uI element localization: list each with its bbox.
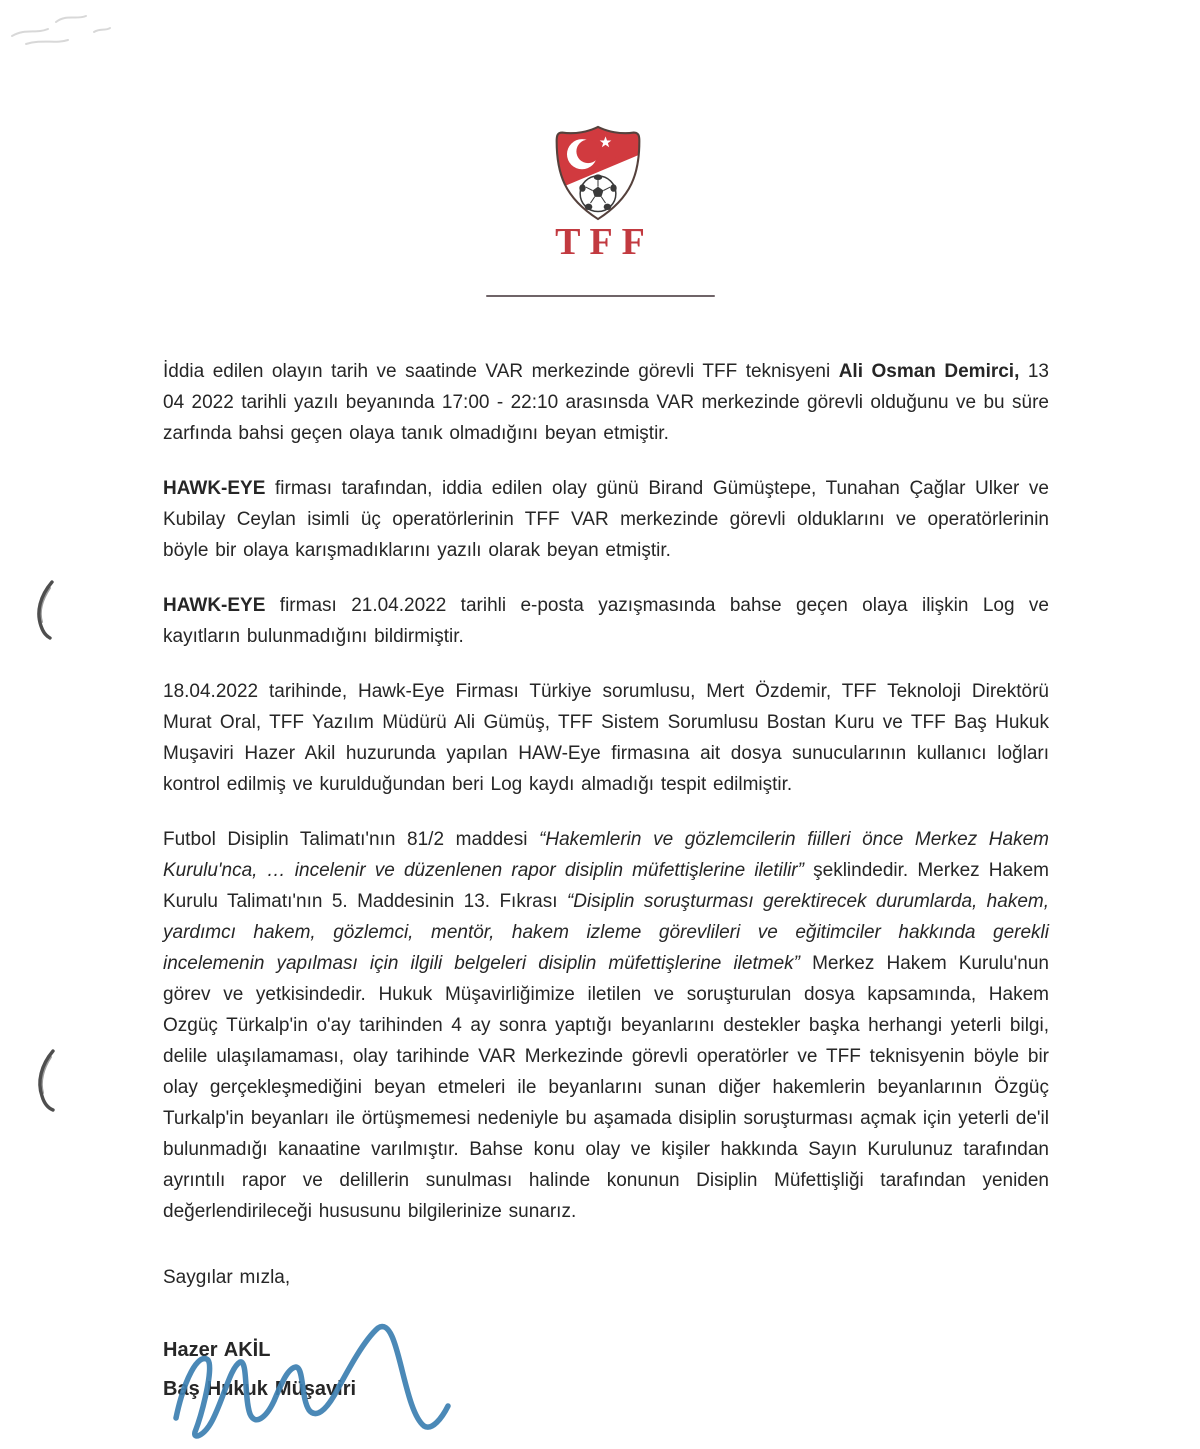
text-segment: İddia edilen olayın tarih ve saatinde VAR merkezinde görevli TFF teknisyeni (163, 361, 839, 382)
signer-title: Baş Hukuk Müşaviri (163, 1378, 357, 1400)
crescent-cutout (576, 140, 600, 164)
pencil-scribble-mark (6, 4, 116, 54)
text-segment: Merkez Hakem Kurulu'nun görev ve yetkisindedir. Hukuk Müşavirliğimize iletilen ve soruşturulan dosya kapsamında, Hakem Ozgüç Türkalp'in o'ay tarihinden 4 ay sonra yaptığı beyanlarını destekler başka herhangi yeterli bilgi, delile ulaşılamaması, olay tarihinde VAR Merkezinde görevli operatörler ve TFF teknisyenin böyle bir olay gerçekleşmediğini beyan etmeleri ile beyanlarını sunan diğer hakemlerin beyanlarının Özgüç Turkalp'in beyanları ile örtüşmemesi nedeniyle bu aşamada disiplin soruşturması açmak için yeterli de'il bulunmadığı kanaatine varılmıştır. Bahse konu olay ve kişiler hakkında Sayın Kurulunuz tarafından ayrıntılı rapor ve delillerin sunulması halinde konunun Disiplin Müfettişliği tarafından yeniden değerlendirileceği hususunu bilgilerinize sunarız. (163, 953, 1049, 1222)
margin-paren-mark-1 (28, 576, 62, 646)
signature-scrawl (162, 1318, 522, 1446)
text-segment: HAWK-EYE (163, 478, 266, 499)
paragraph (163, 824, 1049, 1227)
signer-name: Hazer AKİL (163, 1339, 271, 1361)
header-divider (486, 295, 715, 297)
tff-wordmark: TFF (555, 221, 654, 263)
paragraph (163, 356, 1049, 449)
paragraph (163, 676, 1049, 800)
text-segment: Futbol Disiplin Talimatı'nın 81/2 maddesi (163, 829, 540, 850)
text-segment: firması 21.04.2022 tarihli e-posta yazışmasında bahse geçen olaya ilişkin Log ve kayıtların bulunmadığını bildirmiştir. (163, 595, 1049, 647)
text-segment: Ali Osman Demirci, (838, 361, 1020, 382)
text-segment: şeklindedir. Merkez Hakem Kurulu Talimatı'nın 5. Maddesinin 13. Fıkrası (163, 860, 1049, 912)
tff-crest-logo (551, 124, 645, 222)
letter-body (163, 356, 1049, 1227)
text-segment: “Hakemlerin ve gözlemcilerin fiilleri önce Merkez Hakem Kurulu'nca, … incelenir ve düzenlenen rapor disiplin müfettişlerine iletilir” (163, 829, 1049, 881)
text-segment: 18.04.2022 tarihinde, Hawk-Eye Firması Türkiye sorumlusu, Mert Özdemir, TFF Teknoloji Direktörü Murat Oral, TFF Yazılım Müdürü Ali Gümüş, TFF Sistem Sorumlusu Bostan Kuru ve TFF Baş Hukuk Muşaviri Hazer Akil huzurunda yapılan HAW-Eye firmasına ait dosya sunucularının kullanıcı loğları kontrol edilmiş ve kurulduğundan beri Log kaydı almadığı tespit edilmiştir. (163, 681, 1049, 795)
paragraph (163, 473, 1049, 566)
text-segment: firması tarafından, iddia edilen olay günü Birand Gümüştepe, Tunahan Çağlar Ulker ve Kubilay Ceylan isimli üç operatörlerinin TFF VAR merkezinde görevli olduklarını ve operatörlerinin böyle bir olaya karışmadıklarını yazılı olarak beyan etmiştir. (163, 478, 1049, 561)
pencil-strokes (12, 16, 110, 44)
text-segment: “Disiplin soruşturması gerektirecek durumlarda, hakem, yardımcı hakem, gözlemci, mentör, hakem izleme görevlileri ve eğitimciler hakkında gerekli incelemenin yapılması için ilgili belgeleri disiplin müfettişlerine iletmek” (163, 891, 1049, 974)
paragraph (163, 590, 1049, 652)
text-segment: 13 04 2022 tarihli yazılı beyanında 17:00 - 22:10 arasınsda VAR merkezinde görevli olduğunu ve bu süre zarfında bahsi geçen olaya tanık olmadığını beyan etmiştir. (163, 361, 1050, 444)
margin-paren-mark-2 (30, 1046, 64, 1116)
signature-stroke (176, 1327, 448, 1437)
closing-line: Saygılar mızla, (163, 1267, 291, 1288)
letter-content (163, 356, 1049, 1405)
text-segment: HAWK-EYE (163, 595, 266, 616)
